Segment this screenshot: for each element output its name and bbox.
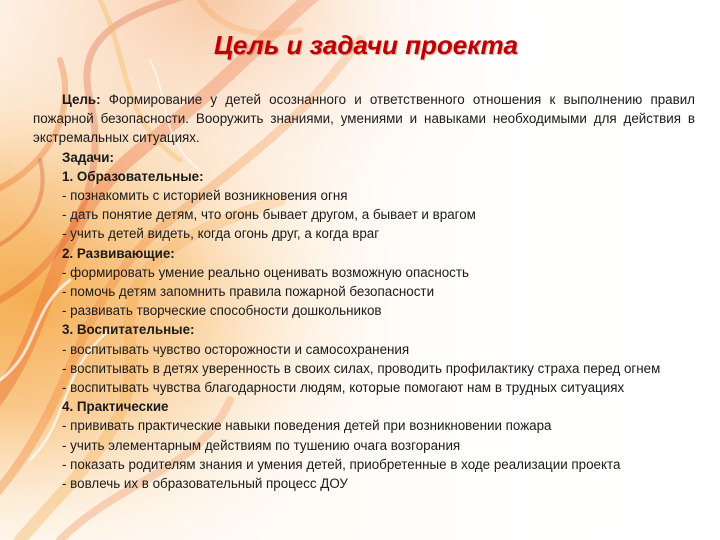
goal-paragraph — [33, 90, 695, 148]
project-text — [33, 90, 695, 493]
section-heading-educational: 1. Образовательные: — [62, 168, 204, 184]
goal-text: Формирование у детей осознанного и ответственного отношения к выполнению правил пожарной безопасности. Вооружить знаниями, умениями и навыками необходимыми для действия в экстремальных ситуациях. — [33, 92, 695, 146]
list-item: - учить детей видеть, когда огонь друг, а когда враг — [62, 226, 380, 242]
list-item: - дать понятие детям, что огонь бывает другом, а бывает и врагом — [62, 207, 476, 223]
section-heading-practical: 4. Практические — [62, 399, 169, 415]
list-item: - воспитывать чувства благодарности людям, которые помогают нам в трудных ситуациях — [62, 380, 625, 396]
list-item: - учить элементарным действиям по тушению очага возгорания — [62, 437, 461, 453]
list-item: - воспитывать в детях уверенность в своих силах, проводить профилактику страха перед огнем — [62, 360, 661, 376]
tasks-heading: Задачи: — [62, 149, 114, 165]
page-title: Цель и задачи проекта — [213, 30, 519, 60]
list-item: - помочь детям запомнить правила пожарной безопасности — [62, 284, 435, 300]
list-item: - познакомить с историей возникновения огня — [62, 188, 348, 204]
goal-label: Цель: — [62, 92, 101, 107]
list-item: - воспитывать чувство осторожности и самосохранения — [62, 341, 410, 357]
section-heading-upbringing: 3. Воспитательные: — [62, 322, 195, 338]
list-item: - развивать творческие способности дошкольников — [62, 303, 382, 319]
list-item: - показать родителям знания и умения детей, приобретенные в ходе реализации проекта — [62, 456, 621, 472]
list-item: - формировать умение реально оценивать возможную опасность — [62, 264, 469, 280]
section-heading-developmental: 2. Развивающие: — [62, 245, 175, 261]
list-item: - прививать практические навыки поведения детей при возникновении пожара — [62, 418, 552, 434]
list-item: - вовлечь их в образовательный процесс ДОУ — [62, 476, 348, 492]
